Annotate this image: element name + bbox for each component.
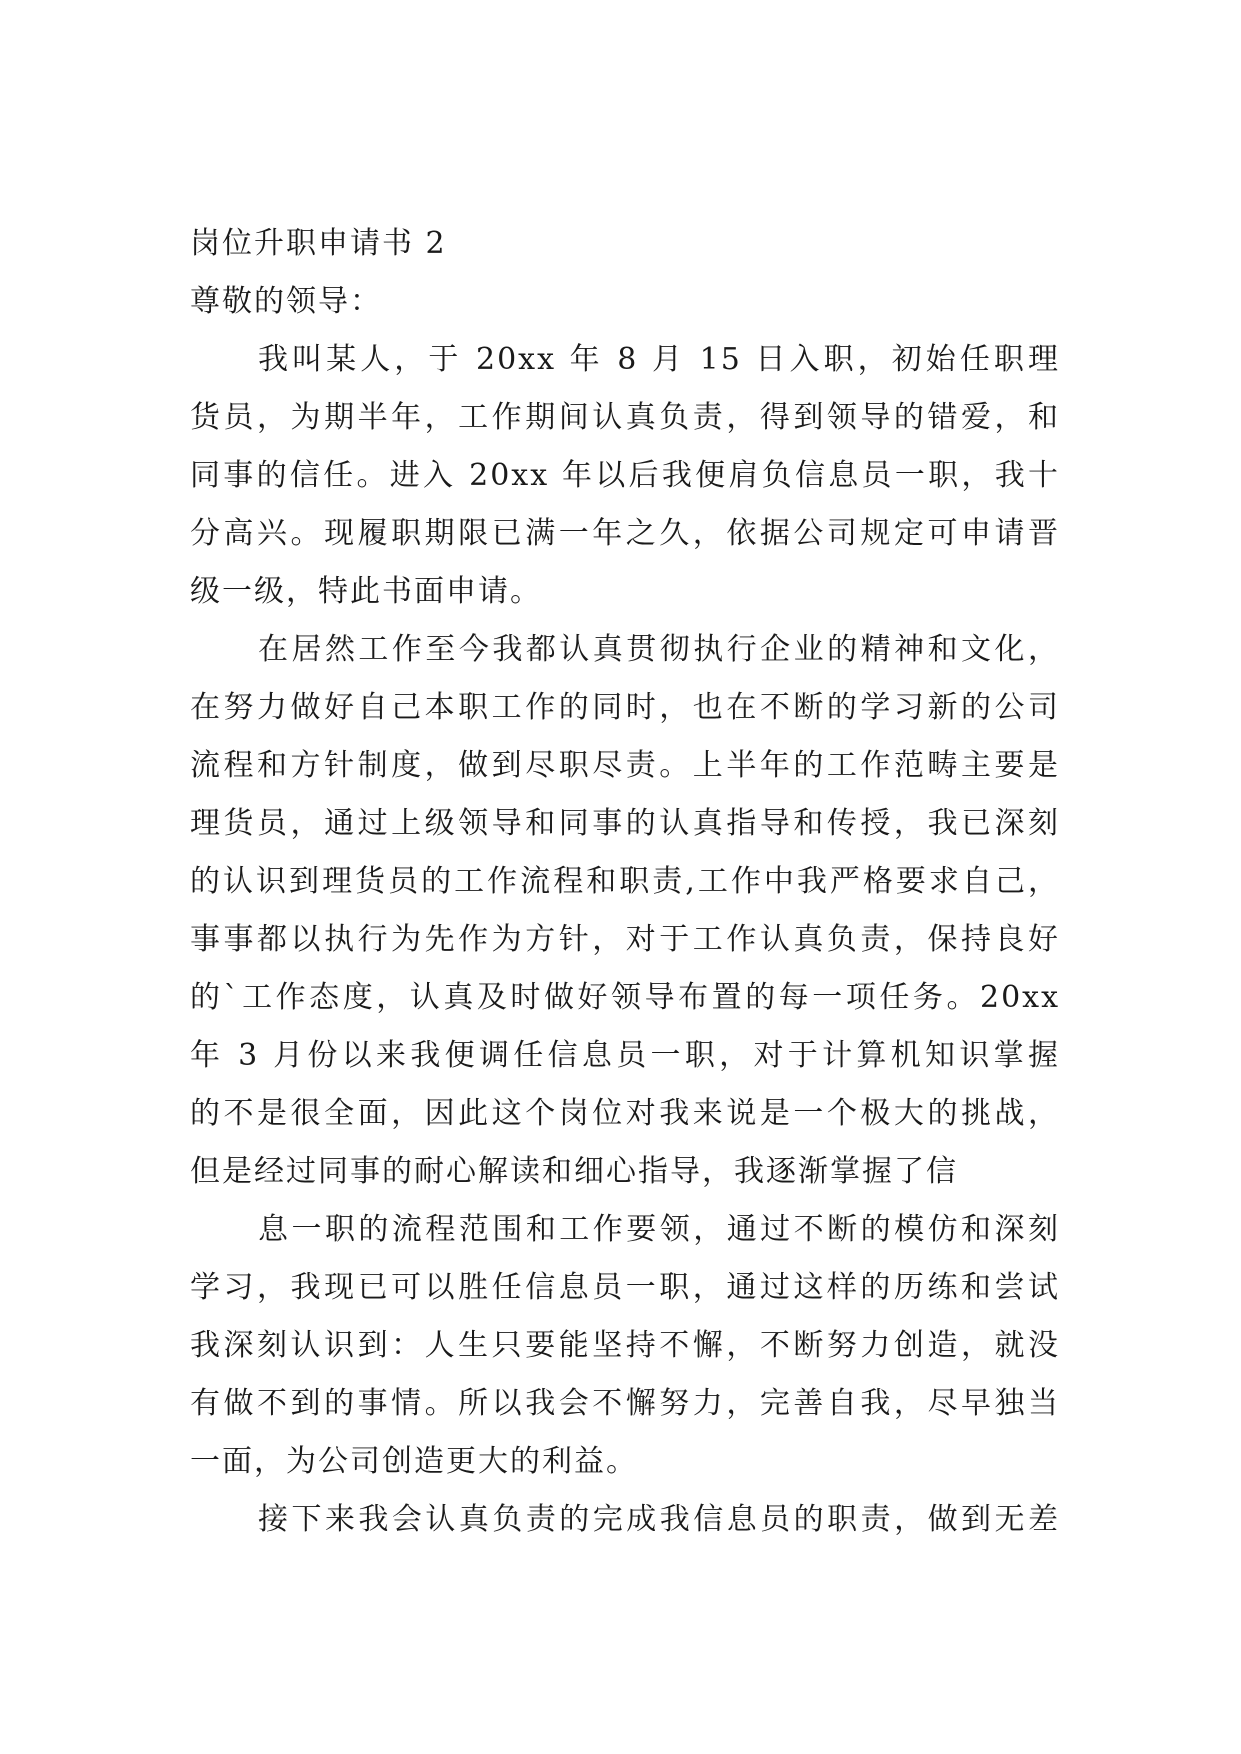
paragraph-line: 一面，为公司创造更大的利益。 xyxy=(190,1444,638,1479)
paragraph-line: 同事的信任。进入 20xx 年以后我便肩负信息员一职，我十 xyxy=(190,458,1060,493)
paragraph-line: 的`工作态度，认真及时做好领导布置的每一项任务。20xx xyxy=(190,980,1060,1015)
paragraph-line: 流程和方针制度，做到尽职尽责。上半年的工作范畴主要是 xyxy=(190,748,1060,783)
paragraph-line: 有做不到的事情。所以我会不懈努力，完善自我，尽早独当 xyxy=(190,1386,1060,1421)
paragraph-line: 理货员，通过上级领导和同事的认真指导和传授，我已深刻 xyxy=(190,806,1060,841)
paragraph-line: 分高兴。现履职期限已满一年之久，依据公司规定可申请晋 xyxy=(190,516,1060,551)
paragraph-line: 年 3 月份以来我便调任信息员一职，对于计算机知识掌握 xyxy=(190,1038,1060,1073)
paragraph-line: 但是经过同事的耐心解读和细心指导，我逐渐掌握了信 xyxy=(190,1154,958,1189)
paragraph-line: 的认识到理货员的工作流程和职责,工作中我严格要求自己， xyxy=(190,864,1060,899)
paragraph-line: 级一级，特此书面申请。 xyxy=(190,574,542,609)
paragraph-line: 货员，为期半年，工作期间认真负责，得到领导的错爱，和 xyxy=(190,400,1060,435)
paragraph-line: 接下来我会认真负责的完成我信息员的职责，做到无差 xyxy=(258,1502,1060,1537)
document-title: 岗位升职申请书 2 xyxy=(190,226,447,261)
paragraph-line: 息一职的流程范围和工作要领，通过不断的模仿和深刻 xyxy=(258,1212,1060,1247)
paragraph-line: 在努力做好自己本职工作的同时，也在不断的学习新的公司 xyxy=(190,690,1060,725)
paragraph-line: 我叫某人，于 20xx 年 8 月 15 日入职，初始任职理 xyxy=(258,342,1060,377)
salutation: 尊敬的领导： xyxy=(190,284,382,319)
paragraph-line: 我深刻认识到：人生只要能坚持不懈，不断努力创造，就没 xyxy=(190,1328,1060,1363)
paragraph-line: 学习，我现已可以胜任信息员一职，通过这样的历练和尝试 xyxy=(190,1270,1060,1305)
paragraph-line: 的不是很全面，因此这个岗位对我来说是一个极大的挑战， xyxy=(190,1096,1060,1131)
paragraph-line: 事事都以执行为先作为方针，对于工作认真负责，保持良好 xyxy=(190,922,1060,957)
paragraph-line: 在居然工作至今我都认真贯彻执行企业的精神和文化， xyxy=(258,632,1060,667)
